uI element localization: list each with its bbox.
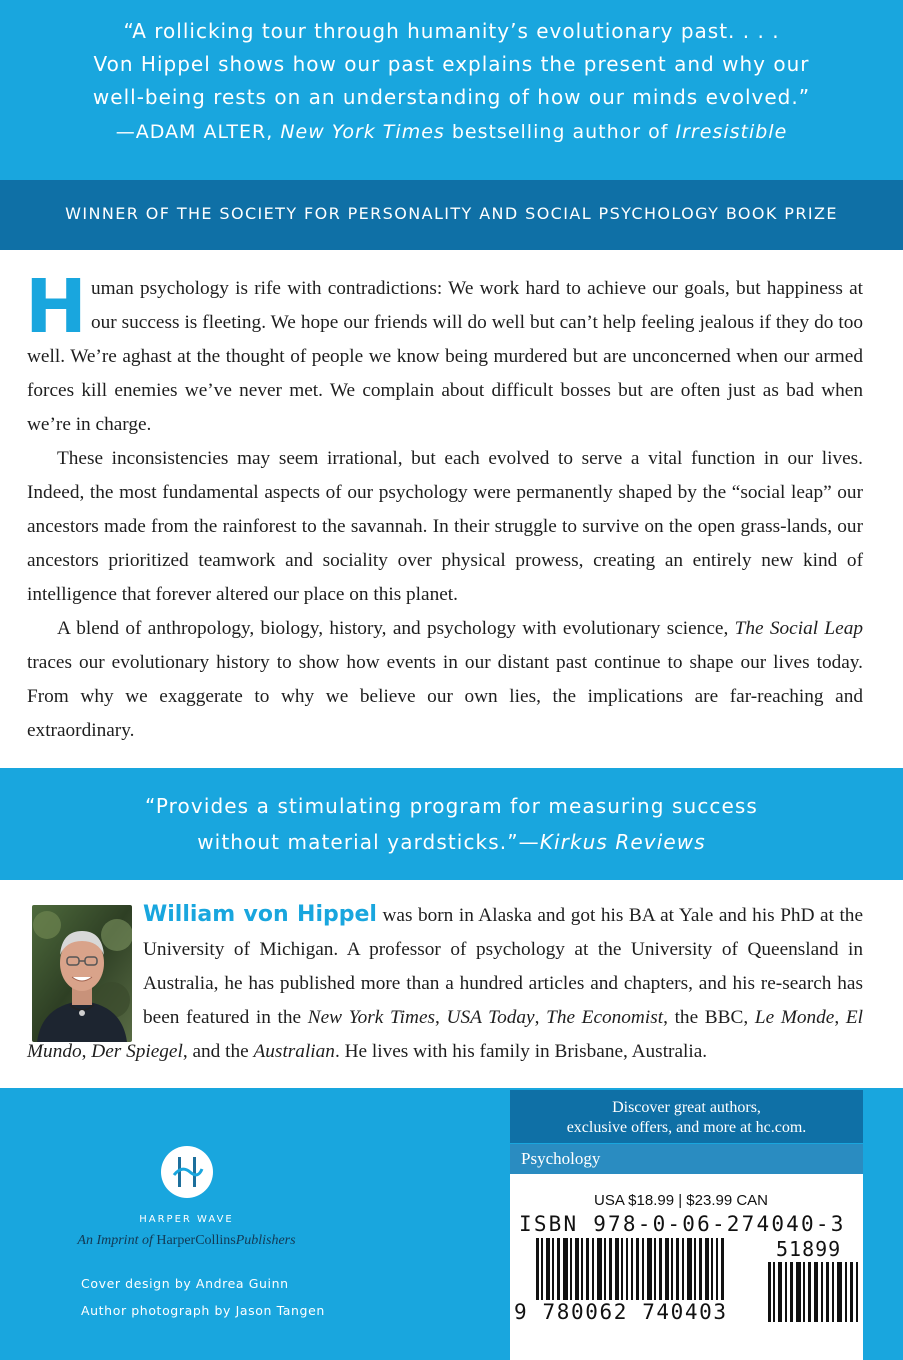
publication: Le Monde	[754, 1007, 835, 1028]
bio-text: ,	[834, 1007, 846, 1028]
prize-band	[0, 180, 903, 250]
author-bio	[27, 898, 863, 1069]
bio-text: . He lives with his family in Brisbane, Australia.	[334, 1041, 708, 1062]
addon-barcode-icon	[0, 1262, 903, 1322]
prize-text: WINNER OF THE SOCIETY FOR PERSONALITY AND SOCIAL PSYCHOLOGY BOOK PRIZE	[65, 204, 838, 223]
publication: New York Times	[307, 1007, 436, 1028]
publication: El Mundo	[27, 1007, 863, 1062]
quote-line: “A rollicking tour through humanity’s evolutionary past. . . .	[123, 19, 780, 43]
bio-text: was born in Alaska and got his BA at Yale and his PhD at the University of Michigan. A professor of psychology at the University of Queensland in Australia, he has published more than a hundred articles and chapters, and his re-search has been featured in the	[143, 905, 864, 1028]
quote-text: without material yardsticks.”—	[197, 830, 540, 854]
category-box	[510, 1144, 863, 1174]
bio-text: ,	[81, 1041, 92, 1062]
review-quote	[0, 788, 903, 860]
harper-wave-logo-icon	[160, 1145, 214, 1199]
price-code: 51899	[776, 1237, 842, 1261]
publication: The Economist	[546, 1007, 664, 1028]
publisher-suffix: Publishers	[235, 1233, 296, 1248]
bio-text: ,	[435, 1007, 447, 1028]
description-paragraph: These inconsistencies may seem irrational, but each evolved to serve a vital function in our lives. Indeed, the most fundamental aspects of our psychology were permanently shaped by the “social leap” our ancestors made from the rainforest to the savannah. In their struggle to survive on the open grass-lands, our ancestors prioritized teamwork and sociality over physical prowess, creating an entirely new kind of intelligence that forever altered our place on this planet.	[27, 448, 863, 605]
attr-book-title: Irresistible	[675, 121, 788, 143]
promo-line: exclusive offers, and more at hc.com.	[566, 1119, 807, 1136]
review-quote-band	[0, 768, 903, 880]
author-name: William von Hippel	[143, 902, 377, 927]
publication: Australian	[253, 1041, 335, 1062]
paragraph-text: traces our evolutionary history to show how events in our distant past continue to shape our lives today. From why we exaggerate to why we believe our own lies, the implications are far-reaching and extraordinary.	[27, 652, 863, 741]
ean-number: 9 780062 740403	[514, 1300, 728, 1324]
drop-cap: H	[25, 264, 87, 350]
paragraph-text: A blend of anthropology, biology, history, and psychology with evolutionary science,	[57, 618, 735, 639]
endorsement-quote	[0, 15, 903, 114]
imprint-name: HARPER WAVE	[139, 1214, 234, 1225]
attr-prefix: —ADAM ALTER,	[115, 121, 281, 143]
promo-line: Discover great authors,	[612, 1099, 761, 1116]
promo-box	[510, 1090, 863, 1143]
review-source: Kirkus Reviews	[539, 830, 706, 854]
top-quote-band	[0, 0, 903, 180]
publication: Der Spiegel	[91, 1041, 183, 1062]
description-paragraph	[27, 612, 863, 748]
imprint-prefix: An Imprint of	[77, 1233, 157, 1248]
bio-text: , and the	[182, 1041, 254, 1062]
quote-attribution	[0, 121, 903, 143]
bio-text: ,	[534, 1007, 547, 1028]
bio-text: , the BBC,	[663, 1007, 755, 1028]
publication: USA Today	[446, 1007, 535, 1028]
cover-credit: Cover design by Andrea Guinn	[81, 1276, 289, 1291]
publisher-name: HarperCollins	[156, 1233, 236, 1248]
paragraph-text: uman psychology is rife with contradictions: We work hard to achieve our goals, but happiness at our success is fleeting. We hope our friends will do well but can’t help feeling jealous if they do too well. We’re aghast at the thought of people we know being murdered but are unconcerned when our armed forces kill enemies we’ve never met. We complain about difficult bosses but are often just as bad when we’re in charge.	[27, 278, 863, 435]
book-description	[25, 264, 863, 748]
quote-line: “Provides a stimulating program for measuring success	[145, 794, 758, 818]
quote-line: well-being rests on an understanding of how our minds evolved.”	[92, 85, 811, 109]
photo-credit: Author photograph by Jason Tangen	[81, 1303, 325, 1318]
quote-line: Von Hippel shows how our past explains the present and why our	[93, 52, 810, 76]
price: USA $18.99 | $23.99 CAN	[594, 1192, 769, 1209]
quote-line	[0, 824, 903, 860]
attr-publication: New York Times	[280, 121, 445, 143]
description-paragraph	[25, 264, 863, 442]
attr-middle: bestselling author of	[444, 121, 676, 143]
category-label: Psychology	[521, 1149, 601, 1168]
isbn: ISBN 978-0-06-274040-3	[519, 1212, 846, 1236]
book-title: The Social Leap	[734, 618, 863, 639]
